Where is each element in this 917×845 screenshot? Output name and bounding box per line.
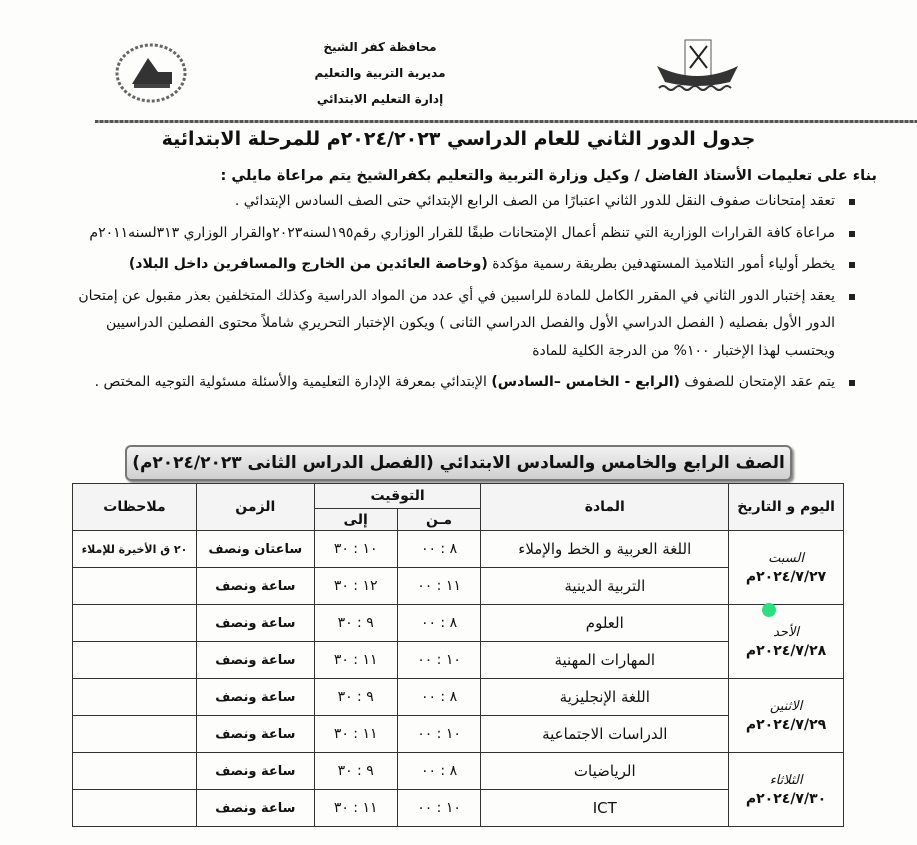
day-date: ٢٠٢٤/٧/٢٨م [745, 642, 827, 659]
bullet-bold-text: (الرابع - الخامس –السادس) [491, 374, 680, 390]
bullet-text: الإبتدائي بمعرفة الإدارة التعليمية والأسئلة مسئولية التوجيه المختص . [94, 374, 492, 390]
subject-cell: اللغة الإنجليزية [481, 679, 729, 716]
subject-cell: اللغة العربية و الخط والإملاء [481, 531, 729, 568]
duration-cell: ساعة ونصف [196, 790, 314, 827]
notes-cell: ٢٠ ق الأخيرة للإملاء [73, 531, 197, 568]
day-name: الثلاثاء [769, 772, 803, 788]
notes-cell [73, 605, 197, 642]
notes-cell [73, 679, 197, 716]
day-cell [729, 605, 844, 679]
notes-cell [73, 716, 197, 753]
table-title: الصف الرابع والخامس والسادس الابتدائي (الفصل الدراس الثانى ٢٠٢٤/٢٠٢٣م) [125, 445, 792, 481]
from-cell: ٨ : ٠٠ [397, 679, 481, 716]
list-item [77, 251, 857, 279]
day-date: ٢٠٢٤/٧/٢٧م [745, 568, 827, 585]
to-cell: ١١ : ٣٠ [314, 716, 397, 753]
bullet-bold-text: (وخاصة العائدين من الخارج والمسافرين داخل البلاد) [128, 256, 488, 272]
duration-cell: ساعة ونصف [196, 716, 314, 753]
table-row [73, 605, 844, 642]
table-row [73, 568, 844, 605]
day-date: ٢٠٢٤/٧/٣٠م [745, 790, 827, 807]
day-cell [729, 753, 844, 827]
table-row [73, 753, 844, 790]
list-item [77, 369, 857, 397]
col-timing: التوقيت [314, 484, 481, 509]
duration-cell: ساعة ونصف [196, 642, 314, 679]
notes-cell [73, 753, 197, 790]
subject-cell: المهارات المهنية [481, 642, 729, 679]
list-item [77, 283, 857, 366]
duration-cell: ساعة ونصف [196, 568, 314, 605]
governorate-name: محافظة كفر الشيخ [323, 40, 437, 54]
from-cell: ١٠ : ٠٠ [397, 790, 481, 827]
bullet-text: مراعاة كافة القرارات الوزارية التي تنظم أعمال الإمتحانات طبقًا للقرار الوزاري رقم١٩٥لسنه٢٠٢٣والقرار الوزاري ٣١٣لسنه٢٠١١م [89, 224, 835, 241]
col-duration: الزمن [196, 484, 314, 531]
to-cell: ١٠ : ٣٠ [314, 531, 397, 568]
from-cell: ٨ : ٠٠ [397, 605, 481, 642]
subject-cell: الرياضيات [481, 753, 729, 790]
col-subject: المادة [481, 484, 729, 531]
day-name: الاثنين [769, 698, 803, 714]
instructions-list [77, 188, 857, 401]
education-directorate-logo [112, 42, 190, 104]
table-row [73, 642, 844, 679]
subject-cell: الدراسات الاجتماعية [481, 716, 729, 753]
directorate-name: مديرية التربية والتعليم [314, 66, 446, 80]
subject-cell: ICT [481, 790, 729, 827]
col-from: مـن [397, 509, 481, 531]
green-dot-marker [762, 603, 776, 617]
to-cell: ٩ : ٣٠ [314, 753, 397, 790]
day-cell [729, 679, 844, 753]
intro-text: بناء على تعليمات الأستاذ الفاضل / وكيل وزارة التربية والتعليم بكفرالشيخ يتم مراعاة مايلي : [220, 168, 877, 184]
day-date: ٢٠٢٤/٧/٢٩م [745, 716, 827, 733]
to-cell: ٩ : ٣٠ [314, 679, 397, 716]
notes-cell [73, 790, 197, 827]
duration-cell: ساعة ونصف [196, 605, 314, 642]
duration-cell: ساعة ونصف [196, 753, 314, 790]
col-notes: ملاحظات [73, 484, 197, 531]
bullet-text: يعقد إختبار الدور الثاني في المقرر الكامل للمادة للراسبين في أي عدد من المواد الدراسية وكذلك المتخلفين بعذر مقبول عن إمتحان الدور الأول بفصليه ( الفصل الدراسي الأول والفصل الدراسي الثانى ) ويكون الإختبار التحريري شاملاً محتوى الفصلين الدراسيين ويحتسب لهذا الإختبار ١٠٠% من الدرجة الكلية للمادة [78, 287, 835, 359]
notes-cell [73, 642, 197, 679]
to-cell: ١٢ : ٣٠ [314, 568, 397, 605]
exam-schedule-table [72, 483, 844, 827]
list-item [77, 220, 857, 248]
col-to: إلى [314, 509, 397, 531]
bullet-text: يخطر أولياء أمور التلاميذ المستهدفين بطريقة رسمية مؤكدة [487, 256, 835, 272]
day-cell [729, 531, 844, 605]
from-cell: ٨ : ٠٠ [397, 531, 481, 568]
duration-cell: ساعتان ونصف [196, 531, 314, 568]
to-cell: ٩ : ٣٠ [314, 605, 397, 642]
subject-cell: التربية الدينية [481, 568, 729, 605]
bullet-text: تعقد إمتحانات صفوف النقل للدور الثاني اعتبارًا من الصف الرابع الإبتدائي حتى الصف السادس الإبتدائي . [234, 193, 835, 209]
table-row [73, 531, 844, 568]
notes-cell [73, 568, 197, 605]
bullet-text: يتم عقد الإمتحان للصفوف [679, 374, 835, 390]
administration-name: إدارة التعليم الابتدائي [316, 92, 444, 106]
from-cell: ١١ : ٠٠ [397, 568, 481, 605]
table-row [73, 790, 844, 827]
to-cell: ١١ : ٣٠ [314, 790, 397, 827]
table-row [73, 679, 844, 716]
col-day: اليوم و التاريخ [729, 484, 844, 531]
from-cell: ٨ : ٠٠ [397, 753, 481, 790]
day-name: الأحد [773, 624, 799, 640]
duration-cell: ساعة ونصف [196, 679, 314, 716]
to-cell: ١١ : ٣٠ [314, 642, 397, 679]
table-row [73, 716, 844, 753]
day-name: السبت [768, 550, 804, 566]
governorate-emblem [655, 38, 740, 98]
from-cell: ١٠ : ٠٠ [397, 716, 481, 753]
subject-cell: العلوم [481, 605, 729, 642]
page-title: جدول الدور الثاني للعام الدراسي ٢٠٢٤/٢٠٢٣م للمرحلة الابتدائية [161, 128, 756, 150]
from-cell: ١٠ : ٠٠ [397, 642, 481, 679]
header-divider [95, 120, 917, 123]
list-item [77, 188, 857, 216]
